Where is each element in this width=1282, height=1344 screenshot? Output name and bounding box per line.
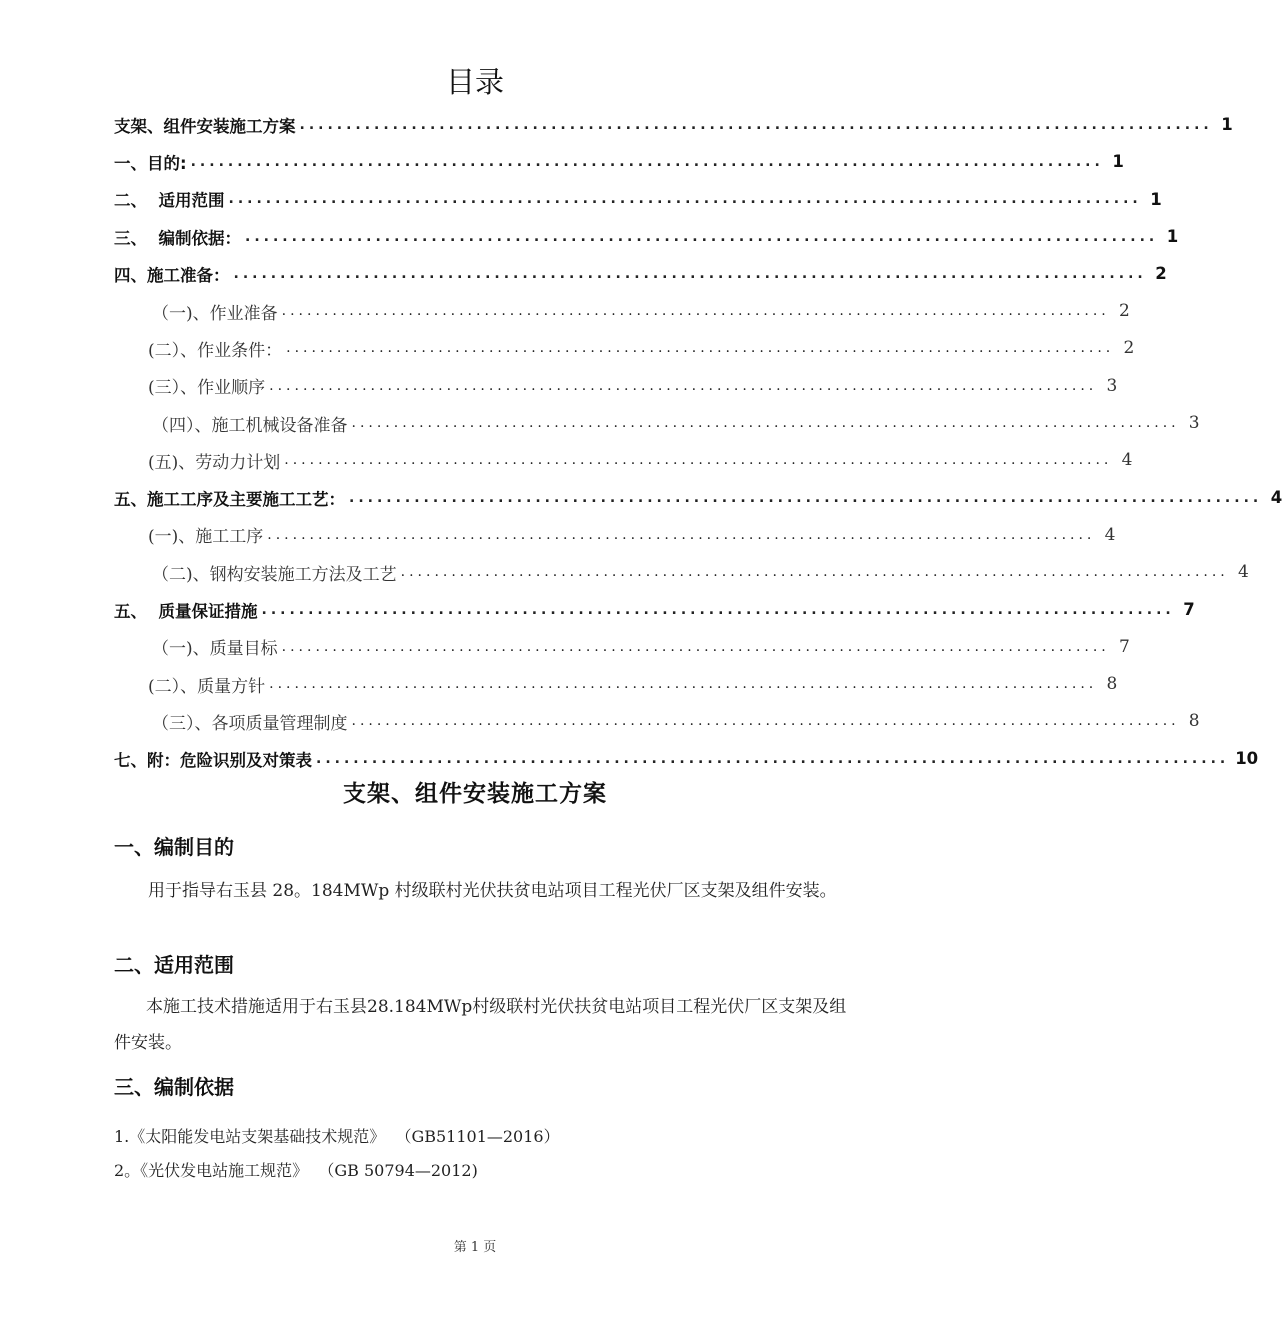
toc-entry-page: 8 — [1188, 711, 1200, 732]
toc-entry[interactable] — [114, 106, 1233, 143]
toc-entry-label: (二）、作业条件： — [148, 336, 286, 361]
toc-entry-page: 3 — [1106, 375, 1118, 396]
section-heading: 二、适用范围 — [114, 953, 234, 977]
toc-leader-dots: .................................................................................................. — [267, 526, 1096, 543]
toc-entry-page: 4 — [1237, 562, 1249, 583]
section-paragraph: 本施工技术措施适用于右玉县28.184MWp村级联村光伏扶贫电站项目工程光伏厂区支架及组件安装。 — [114, 997, 847, 1053]
toc-entry-page: 2 — [1123, 338, 1135, 359]
toc-entry-page: 8 — [1106, 674, 1118, 695]
toc-entry-page: 2 — [1118, 301, 1130, 322]
toc-entry[interactable] — [114, 292, 1130, 329]
toc-leader-dots: .................................................................................................. — [190, 153, 1104, 170]
toc-entry[interactable] — [114, 181, 1162, 218]
toc-entry-page: 1 — [1166, 227, 1179, 247]
toc-entry[interactable] — [114, 367, 1118, 404]
toc-leader-dots: .................................................................................................. — [228, 191, 1142, 208]
toc-entry-label: (二）、质量方针 — [148, 672, 269, 697]
toc-entry-label: (一)、施工工序 — [148, 522, 267, 547]
toc-leader-dots: .................................................................................................. — [284, 452, 1113, 469]
toc-entry-label: 五、施工工序及主要施工工艺： — [114, 486, 349, 510]
toc-entry-page: 4 — [1270, 488, 1282, 508]
toc-entry[interactable] — [114, 442, 1133, 479]
toc-entry[interactable] — [114, 591, 1195, 628]
toc-entry-label: 二、 适用范围 — [114, 187, 229, 211]
toc-leader-dots: .................................................................................................. — [269, 377, 1098, 394]
section-paragraph: 用于指导右玉县 28。184MWp 村级联村光伏扶贫电站项目工程光伏厂区支架及组件安装。 — [148, 881, 837, 901]
section-heading: 三、编制依据 — [114, 1075, 234, 1099]
toc-leader-dots: .................................................................................................. — [351, 415, 1180, 432]
reference-item: 2。《光伏发电站施工规范》 （GB 50794—2012) — [114, 1161, 478, 1180]
toc-entry-label: 七、附：危险识别及对策表 — [114, 747, 316, 771]
toc-entry-page: 10 — [1235, 749, 1259, 769]
toc-leader-dots: .................................................................................................. — [233, 265, 1147, 282]
toc-entry[interactable] — [114, 554, 1249, 591]
toc-entry-label: 支架、组件安装施工方案 — [114, 113, 300, 137]
toc-entry-page: 7 — [1183, 600, 1195, 619]
toc-entry-label: （一)、质量目标 — [152, 634, 282, 659]
toc-leader-dots: .................................................................................................. — [245, 228, 1159, 245]
toc-entry[interactable] — [114, 330, 1135, 367]
reference-item: 1.《太阳能发电站支架基础技术规范》 （GB51101—2016） — [114, 1127, 560, 1146]
toc-leader-dots: .................................................................................................. — [269, 676, 1098, 693]
toc-leader-dots: .................................................................................................. — [261, 601, 1175, 618]
toc-entry-page: 1 — [1150, 189, 1162, 209]
toc-entry-label: 五、 质量保证措施 — [114, 598, 262, 622]
toc-entry[interactable] — [114, 665, 1118, 702]
toc-entry[interactable] — [114, 255, 1167, 292]
toc-entry-label: (五)、劳动力计划 — [148, 448, 284, 473]
toc-entry[interactable] — [114, 143, 1124, 180]
toc-entry-page: 1 — [1221, 115, 1233, 135]
toc-entry-label: （一)、作业准备 — [152, 299, 282, 324]
toc-entry[interactable] — [114, 479, 1282, 516]
toc-entry-label: （二)、钢构安装施工方法及工艺 — [152, 560, 401, 585]
toc-leader-dots: .................................................................................................. — [281, 638, 1110, 655]
toc-entry-label: （三）、各项质量管理制度 — [152, 709, 352, 734]
toc-entry-page: 2 — [1155, 264, 1167, 284]
toc-leader-dots: .................................................................................................. — [286, 340, 1115, 357]
toc-entry-label: 四、施工准备： — [114, 262, 234, 286]
toc-title: 目录 — [445, 65, 504, 99]
toc-entry-page: 4 — [1121, 450, 1133, 471]
toc-leader-dots: .................................................................................................. — [400, 564, 1229, 581]
toc-entry-label: 一、目的: — [114, 150, 191, 174]
document-title: 支架、组件安装施工方案 — [343, 781, 607, 807]
toc-entry[interactable] — [114, 404, 1200, 441]
toc-entry[interactable] — [114, 740, 1259, 777]
table-of-contents — [114, 106, 1282, 777]
toc-entry-label: 三、 编制依据： — [114, 225, 245, 249]
toc-leader-dots: .................................................................................................. — [316, 750, 1230, 767]
toc-entry-page: 3 — [1188, 413, 1200, 434]
toc-entry-label: (三）、作业顺序 — [148, 373, 269, 398]
toc-entry[interactable] — [114, 628, 1130, 665]
section-heading: 一、编制目的 — [114, 835, 234, 859]
toc-leader-dots: .................................................................................................. — [351, 713, 1180, 730]
page-number: 第 1 页 — [453, 1240, 497, 1255]
toc-entry-page: 1 — [1112, 152, 1124, 172]
toc-leader-dots: .................................................................................................. — [281, 303, 1110, 320]
toc-leader-dots: .................................................................................................. — [349, 489, 1263, 506]
toc-entry-page: 4 — [1104, 524, 1116, 545]
toc-entry-page: 7 — [1118, 636, 1130, 657]
toc-entry[interactable] — [114, 516, 1116, 553]
toc-entry-label: （四）、施工机械设备准备 — [152, 411, 352, 436]
toc-entry[interactable] — [114, 703, 1200, 740]
toc-entry[interactable] — [114, 218, 1179, 255]
toc-leader-dots: .................................................................................................. — [299, 116, 1213, 133]
